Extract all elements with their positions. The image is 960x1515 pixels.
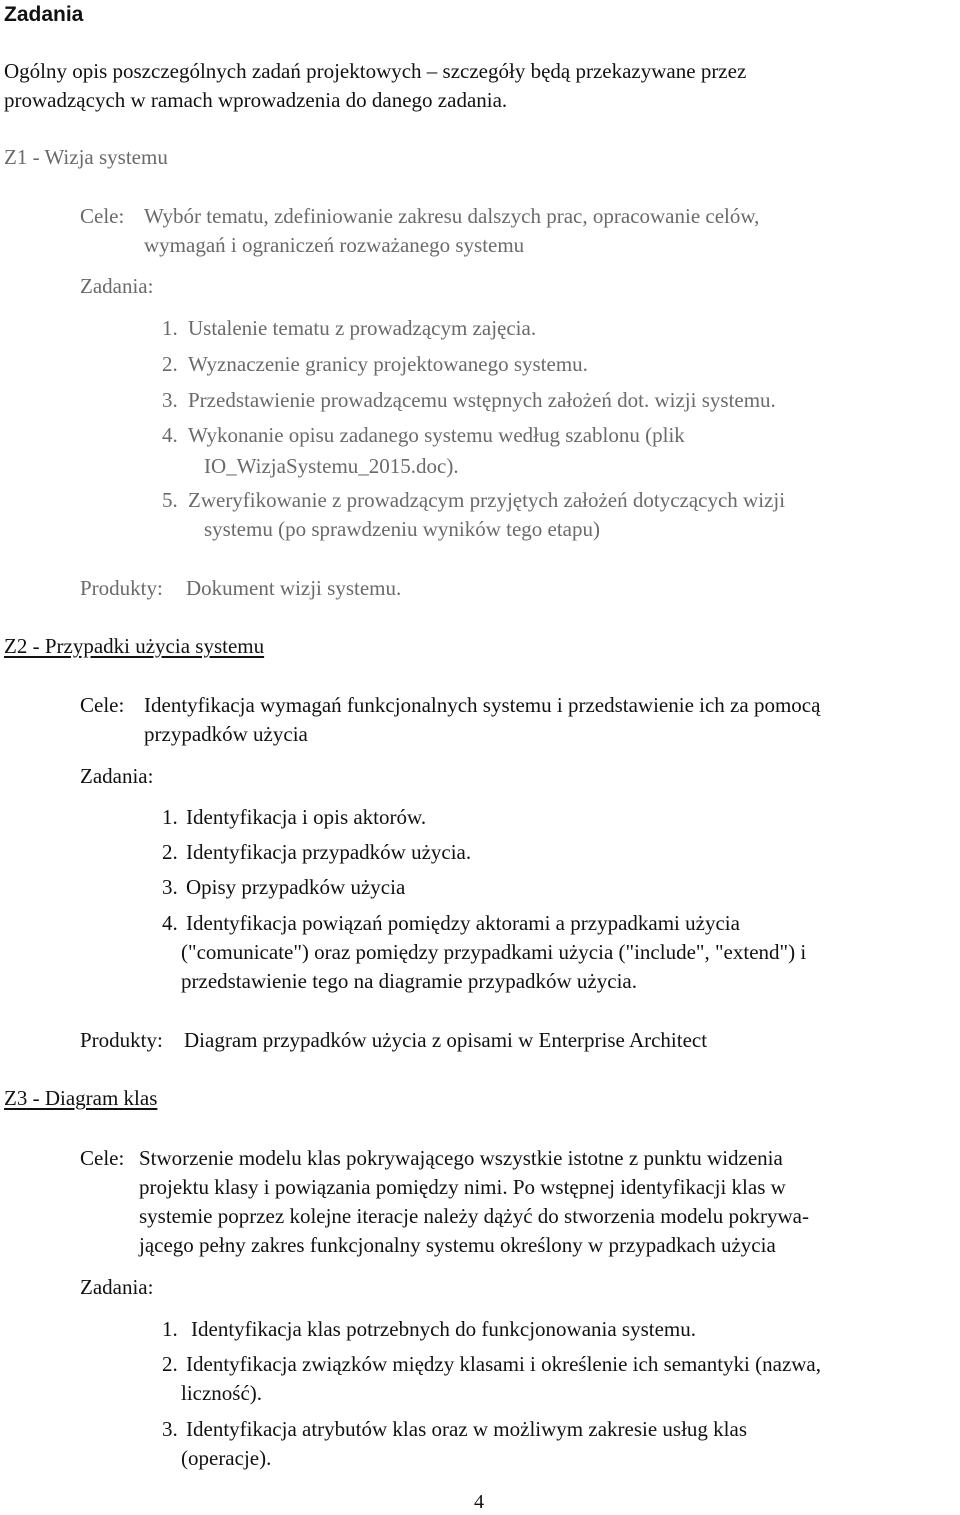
z3-task-2-text-1: Identyfikacja związków między klasami i określenie ich semantyki (nazwa, bbox=[186, 1352, 822, 1376]
z1-task-3-number: 3. bbox=[162, 388, 178, 412]
z2-task-4-text-1: Identyfikacja powiązań pomiędzy aktorami a przypadkami użycia bbox=[186, 911, 740, 935]
z1-task-4-text-2: IO_WizjaSystemu_2015.doc). bbox=[204, 454, 459, 478]
z2-tasks-label: Zadania: bbox=[80, 764, 154, 788]
z2-goals-line-2: przypadków użycia bbox=[144, 722, 308, 746]
z2-task-4-text-2: ("comunicate") oraz pomiędzy przypadkami użycia ("include", "extend") i bbox=[181, 940, 807, 964]
z3-goals-label: Cele: bbox=[80, 1146, 125, 1170]
z1-goals-line-1: Wybór tematu, zdefiniowanie zakresu dalszych prac, opracowanie celów, bbox=[144, 204, 760, 228]
z1-goals-line-2: wymagań i ograniczeń rozważanego systemu bbox=[144, 233, 525, 257]
z2-heading: Z2 - Przypadki użycia systemu bbox=[4, 634, 265, 658]
z2-products-label: Produkty: bbox=[80, 1028, 163, 1052]
z3-task-3-number: 3. bbox=[162, 1417, 178, 1441]
z2-task-4-number: 4. bbox=[162, 911, 178, 935]
z1-task-2-number: 2. bbox=[162, 352, 178, 376]
z1-task-1-text: Ustalenie tematu z prowadzącym zajęcia. bbox=[188, 316, 537, 340]
z3-task-3-text-1: Identyfikacja atrybutów klas oraz w możliwym zakresie usług klas bbox=[186, 1417, 747, 1441]
z2-task-2-text: Identyfikacja przypadków użycia. bbox=[186, 840, 472, 864]
z1-task-5-number: 5. bbox=[162, 488, 178, 512]
z1-tasks-label: Zadania: bbox=[80, 274, 154, 298]
z1-task-5-text-2: systemu (po sprawdzeniu wyników tego etapu) bbox=[204, 517, 600, 541]
z2-products: Diagram przypadków użycia z opisami w Enterprise Architect bbox=[184, 1028, 708, 1052]
z2-task-3-number: 3. bbox=[162, 875, 178, 899]
z3-goals-line-3: systemie poprzez kolejne iteracje należy dążyć do stworzenia modelu pokrywa- bbox=[139, 1204, 809, 1228]
page-title: Zadania bbox=[4, 3, 84, 26]
z2-task-1-number: 1. bbox=[162, 805, 178, 829]
z2-goals-line-1: Identyfikacja wymagań funkcjonalnych systemu i przedstawienie ich za pomocą bbox=[144, 693, 821, 717]
z3-task-1-text: Identyfikacja klas potrzebnych do funkcjonowania systemu. bbox=[191, 1317, 697, 1341]
z3-task-1-number: 1. bbox=[162, 1317, 178, 1341]
z2-task-1-text: Identyfikacja i opis aktorów. bbox=[186, 805, 427, 829]
z1-task-4-text-1: Wykonanie opisu zadanego systemu według szablonu (plik bbox=[188, 423, 685, 447]
z2-task-2-number: 2. bbox=[162, 840, 178, 864]
z2-goals-label: Cele: bbox=[80, 693, 125, 717]
z3-goals-line-1: Stworzenie modelu klas pokrywającego wszystkie istotne z punktu widzenia bbox=[139, 1146, 783, 1170]
intro-line-2: prowadzących w ramach wprowadzenia do danego zadania. bbox=[4, 88, 508, 112]
z1-task-2-text: Wyznaczenie granicy projektowanego systemu. bbox=[188, 352, 588, 376]
z1-products: Dokument wizji systemu. bbox=[186, 576, 402, 600]
z3-goals-line-2: projektu klasy i powiązania pomiędzy nimi. Po wstępnej identyfikacji klas w bbox=[139, 1175, 786, 1199]
z3-goals-line-4: jącego pełny zakres funkcjonalny systemu określony w przypadkach użycia bbox=[139, 1233, 776, 1257]
z3-tasks-label: Zadania: bbox=[80, 1275, 154, 1299]
z2-task-4-text-3: przedstawienie tego na diagramie przypadków użycia. bbox=[181, 969, 637, 993]
z1-goals-label: Cele: bbox=[80, 204, 125, 228]
page-number: 4 bbox=[474, 1491, 484, 1513]
z1-heading: Z1 - Wizja systemu bbox=[4, 145, 168, 169]
z1-task-3-text: Przedstawienie prowadzącemu wstępnych założeń dot. wizji systemu. bbox=[188, 388, 776, 412]
z1-task-5-text-1: Zweryfikowanie z prowadzącym przyjętych założeń dotyczących wizji bbox=[188, 488, 786, 512]
z1-products-label: Produkty: bbox=[80, 576, 163, 600]
z3-task-3-text-2: (operacje). bbox=[181, 1446, 272, 1470]
z1-task-4-number: 4. bbox=[162, 423, 178, 447]
z3-task-2-number: 2. bbox=[162, 1352, 178, 1376]
z2-task-3-text: Opisy przypadków użycia bbox=[186, 875, 406, 899]
z1-task-1-number: 1. bbox=[162, 316, 178, 340]
z3-heading: Z3 - Diagram klas bbox=[4, 1086, 158, 1110]
intro-line-1: Ogólny opis poszczególnych zadań projektowych – szczegóły będą przekazywane przez bbox=[4, 59, 747, 83]
z3-task-2-text-2: liczność). bbox=[181, 1381, 263, 1405]
